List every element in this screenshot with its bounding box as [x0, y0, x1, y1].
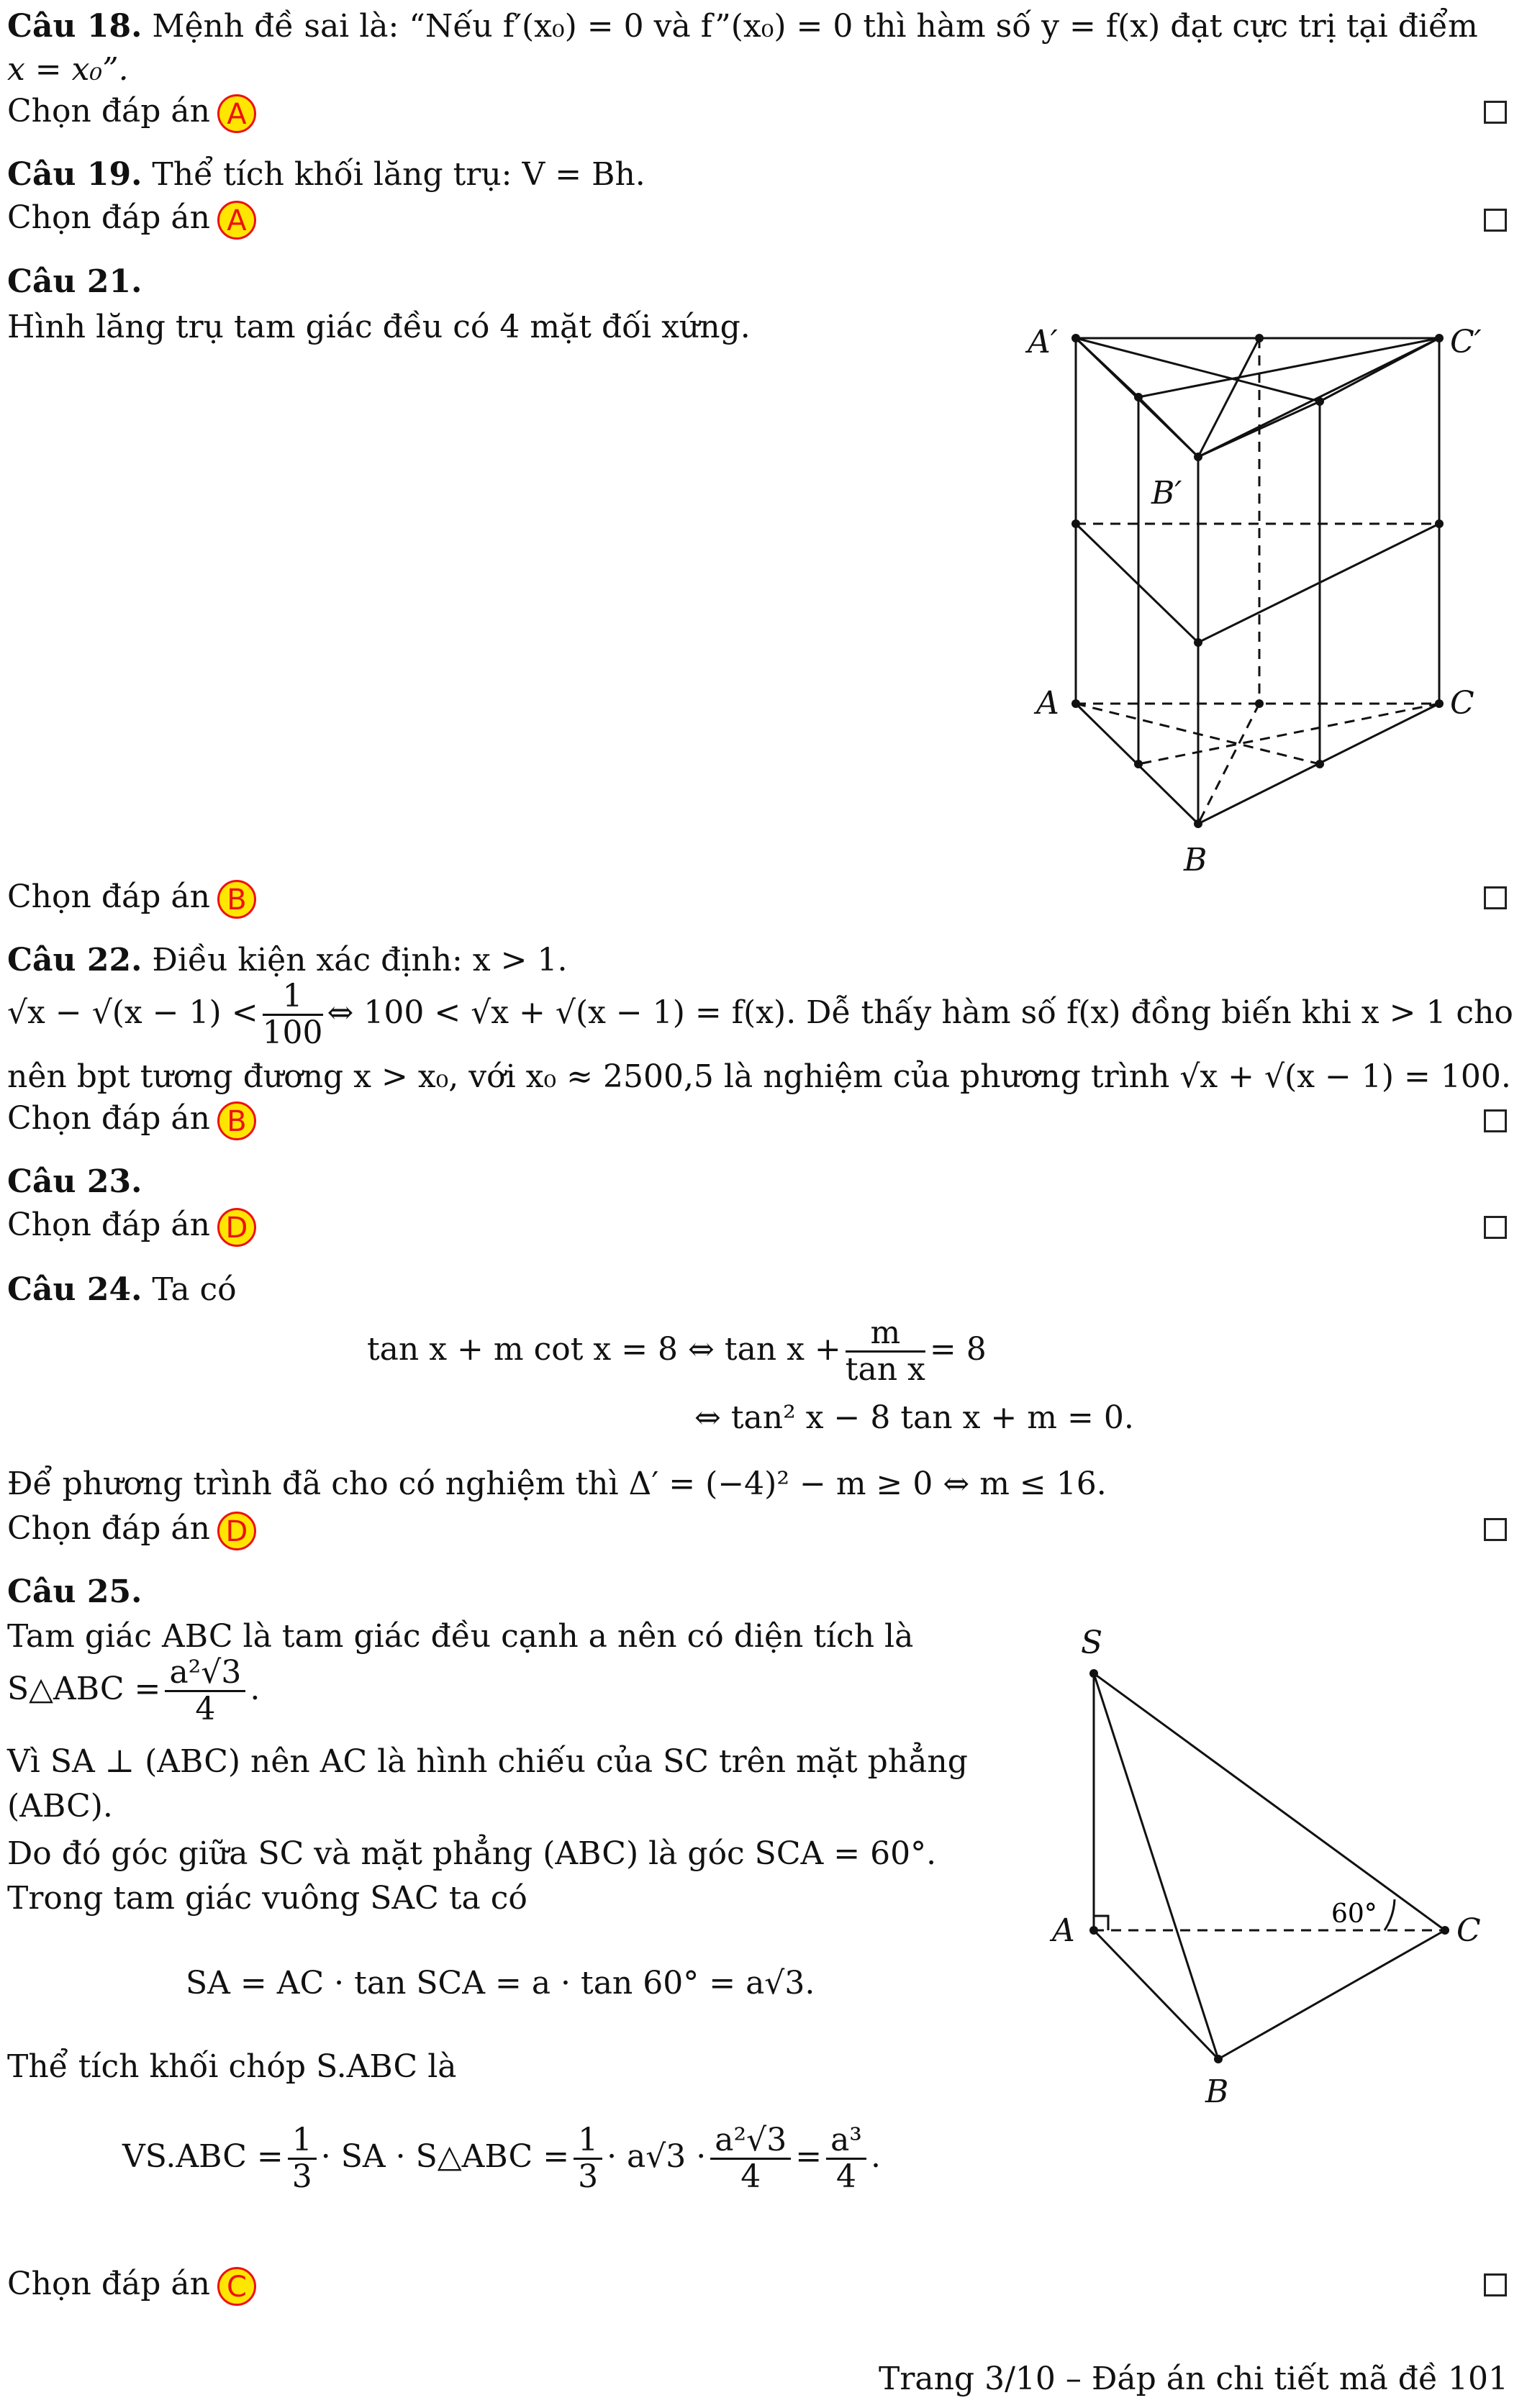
q25-line6: Trong tam giác vuông SAC ta có	[7, 1880, 527, 1917]
q24-eq1-right: = 8	[929, 1331, 987, 1368]
label-C1: C′	[1450, 324, 1482, 360]
q25-line7: Thể tích khối chóp S.ABC là	[7, 2048, 457, 2085]
q22-fraction	[263, 979, 323, 1050]
q25-area-den: 4	[195, 1691, 216, 1727]
q24-frac-den: tan x	[845, 1351, 925, 1388]
q22-answer-badge: B	[217, 1101, 256, 1140]
q24-eq2: ⇔ tan² x − 8 tan x + m = 0.	[694, 1399, 1134, 1436]
q18-number: Câu 18.	[7, 8, 142, 45]
choose-label: Chọn đáp án	[7, 93, 210, 130]
q21-text: Hình lăng trụ tam giác đều có 4 mặt đối xứng.	[7, 309, 751, 345]
q22-eq-left: √x − √(x − 1) <	[7, 994, 258, 1031]
q18-text2: x = x₀”.	[7, 51, 129, 88]
q24-eq1-left: tan x + m cot x = 8 ⇔ tan x +	[367, 1331, 841, 1368]
q19-checkbox[interactable]	[1484, 209, 1507, 232]
q25-vol-a: VS.ABC =	[122, 2138, 284, 2175]
q25-area-left: S△ABC =	[7, 1671, 161, 1707]
label-A: A	[1052, 1912, 1075, 1949]
q25-answer-line	[7, 2265, 256, 2306]
q25-vol-frac4-num: a³	[826, 2123, 866, 2160]
q25-vol-frac3	[710, 2123, 791, 2194]
q21-answer-line	[7, 878, 256, 919]
q25-vol-b: · SA · S△ABC =	[320, 2138, 570, 2175]
q25-vol-frac1-den: 3	[291, 2158, 312, 2195]
q25-vol-frac2-num: 1	[574, 2123, 602, 2160]
q25-volume	[122, 2121, 881, 2194]
label-A1: A′	[1028, 324, 1058, 360]
q19-answer-line	[7, 199, 256, 240]
q22-frac-den: 100	[262, 1014, 323, 1051]
q22-eq-line	[7, 977, 1513, 1050]
q25-vol-frac4-den: 4	[836, 2158, 856, 2195]
label-B1: B′	[1151, 475, 1182, 512]
q24-frac-num: m	[846, 1316, 925, 1353]
q22-answer-line	[7, 1099, 256, 1140]
q22-frac-num: 1	[263, 979, 323, 1016]
q18-answer-badge: A	[217, 94, 256, 133]
q25-vol-frac1	[288, 2123, 317, 2194]
q22-eq-right: ⇔ 100 < √x + √(x − 1) = f(x). Dễ thấy hàm số f(x) đồng biến khi x > 1 cho	[327, 994, 1513, 1031]
choose-label: Chọn đáp án	[7, 199, 210, 236]
q23-answer-line	[7, 1206, 256, 1247]
q25-line1: Tam giác ABC là tam giác đều cạnh a nên có diện tích là	[7, 1618, 914, 1655]
q24-text: Ta có	[152, 1271, 237, 1308]
q21-prism-figure	[1007, 309, 1482, 885]
label-S: S	[1081, 1625, 1103, 1661]
q19-answer-badge: A	[217, 201, 256, 240]
q25-vol-d: =	[795, 2138, 823, 2175]
label-C: C	[1450, 685, 1474, 722]
q25-vol-frac4	[826, 2123, 866, 2194]
choose-label: Chọn đáp án	[7, 1100, 210, 1137]
q25-line4: (ABC).	[7, 1788, 113, 1825]
q22-line	[7, 941, 568, 980]
q25-vol-c: · a√3 ·	[607, 2138, 707, 2175]
label-B: B	[1205, 2073, 1229, 2110]
q25-answer-badge: C	[217, 2267, 256, 2306]
page-footer: Trang 3/10 – Đáp án chi tiết mã đề 101	[878, 2361, 1508, 2397]
q18-text: Mệnh đề sai là: “Nếu f′(x₀) = 0 và f”(x₀) = 0 thì hàm số y = f(x) đạt cực trị tại điểm	[152, 8, 1478, 45]
q21-number: Câu 21.	[7, 263, 142, 300]
q24-line	[7, 1271, 237, 1309]
q22-number: Câu 22.	[7, 942, 142, 978]
q24-answer-line	[7, 1509, 256, 1550]
q25-area-dot: .	[250, 1671, 260, 1707]
angle-label: 60°	[1331, 1899, 1377, 1929]
q24-fraction	[846, 1316, 925, 1387]
q23-number: Câu 23.	[7, 1163, 142, 1200]
q25-line5: Do đó góc giữa SC và mặt phẳng (ABC) là góc SCA = 60°.	[7, 1835, 937, 1872]
q19-number: Câu 19.	[7, 156, 142, 193]
q25-area-num: a²√3	[165, 1655, 245, 1692]
label-B: B	[1184, 842, 1207, 878]
q24-eq1	[367, 1314, 987, 1387]
q24-number: Câu 24.	[7, 1271, 142, 1308]
q18-line1	[7, 7, 1478, 46]
q25-vol-frac2-den: 3	[578, 2158, 599, 2195]
choose-label: Chọn đáp án	[7, 1510, 210, 1547]
q25-checkbox[interactable]	[1484, 2273, 1507, 2296]
q25-number: Câu 25.	[7, 1573, 142, 1610]
q24-checkbox[interactable]	[1484, 1518, 1507, 1541]
q24-conclusion: Để phương trình đã cho có nghiệm thì Δ′ = (−4)² − m ≥ 0 ⇔ m ≤ 16.	[7, 1466, 1107, 1502]
q24-answer-badge: D	[217, 1512, 256, 1550]
q25-eq: SA = AC · tan SCA = a · tan 60° = a√3.	[186, 1965, 815, 2002]
q21-checkbox[interactable]	[1484, 886, 1507, 909]
q22-line2: nên bpt tương đương x > x₀, với x₀ ≈ 2500,5 là nghiệm của phương trình √x + √(x − 1) = 100.	[7, 1058, 1511, 1095]
q19-text: Thể tích khối lăng trụ: V = Bh.	[152, 156, 645, 193]
q25-vol-frac3-den: 4	[740, 2158, 761, 2195]
choose-label: Chọn đáp án	[7, 2266, 210, 2302]
q25-vol-e: .	[870, 2138, 881, 2175]
q18-checkbox[interactable]	[1484, 101, 1507, 124]
q25-vol-frac2	[574, 2123, 602, 2194]
q25-vol-frac1-num: 1	[288, 2123, 317, 2160]
choose-label: Chọn đáp án	[7, 1207, 210, 1243]
q18-answer-line	[7, 92, 256, 133]
q25-pyramid-figure	[1029, 1619, 1504, 2122]
q22-text: Điều kiện xác định: x > 1.	[152, 942, 568, 978]
q19-line	[7, 155, 645, 194]
label-A: A	[1036, 685, 1059, 722]
q25-vol-frac3-num: a²√3	[710, 2123, 791, 2160]
q25-area	[7, 1653, 260, 1727]
q23-answer-badge: D	[217, 1208, 256, 1247]
choose-label: Chọn đáp án	[7, 878, 210, 915]
q25-line3: Vì SA ⊥ (ABC) nên AC là hình chiếu của SC trên mặt phẳng	[7, 1743, 968, 1780]
q23-checkbox[interactable]	[1484, 1216, 1507, 1239]
label-C: C	[1456, 1912, 1481, 1949]
q21-answer-badge: B	[217, 880, 256, 919]
q22-checkbox[interactable]	[1484, 1109, 1507, 1132]
q25-area-fraction	[165, 1655, 245, 1727]
